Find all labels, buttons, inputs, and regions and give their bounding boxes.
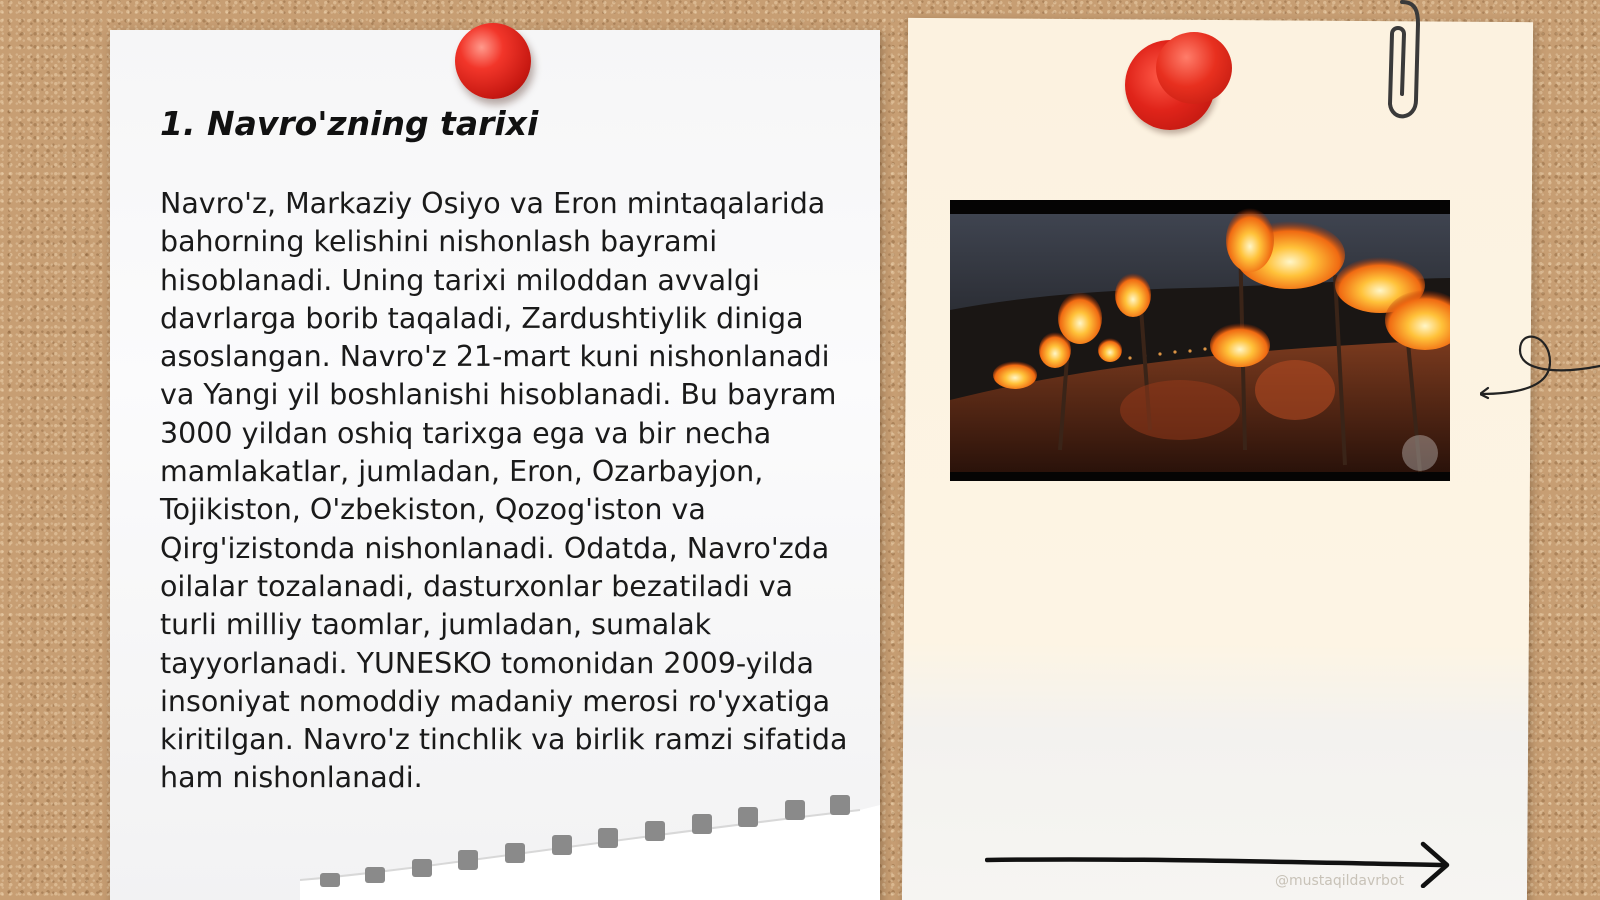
- fire-torches-photo: [950, 200, 1450, 481]
- watermark-logo-icon: [1402, 435, 1438, 471]
- slide-title: 1. Navro'zning tarixi: [160, 104, 539, 143]
- hand-drawn-swirl-arrow-icon: [1480, 310, 1600, 410]
- slide-body-text: Navro'z, Markaziy Osiyo va Eron mintaqalarida bahorning kelishini nishonlash bayrami hisoblanadi. Uning tarixi miloddan avvalgi davrlarga borib taqaladi, Zardushtiylik diniga asoslangan. Navro'z 21-mart kuni nishonlanadi va Yangi yil boshlanishi hisoblanadi. Bu bayram 3000 yildan oshiq tarixga ega va bir necha mamlakatlar, jumladan, Eron, Ozarbayjon, Tojikiston, O'zbekiston, Qozog'iston va Qirg'izistonda nishonlanadi. Odatda, Navro'zda oilalar tozalanadi, dasturxonlar bezatiladi va turli milliy taomlar, jumladan, sumalak tayyorlanadi. YUNESKO tomonidan 2009-yilda insoniyat nomoddiy madaniy merosi ro'yxatiga kiritilgan. Navro'z tinchlik va birlik ramzi sifatida ham nishonlanadi.: [160, 187, 848, 795]
- red-pushpin-icon: [455, 23, 531, 99]
- credit-watermark-text: @mustaqildavrbot: [1275, 873, 1404, 889]
- paperclip-icon: [1372, 0, 1424, 125]
- torn-paper-edge: [300, 795, 880, 900]
- red-pushpin-head-icon: [1156, 32, 1232, 104]
